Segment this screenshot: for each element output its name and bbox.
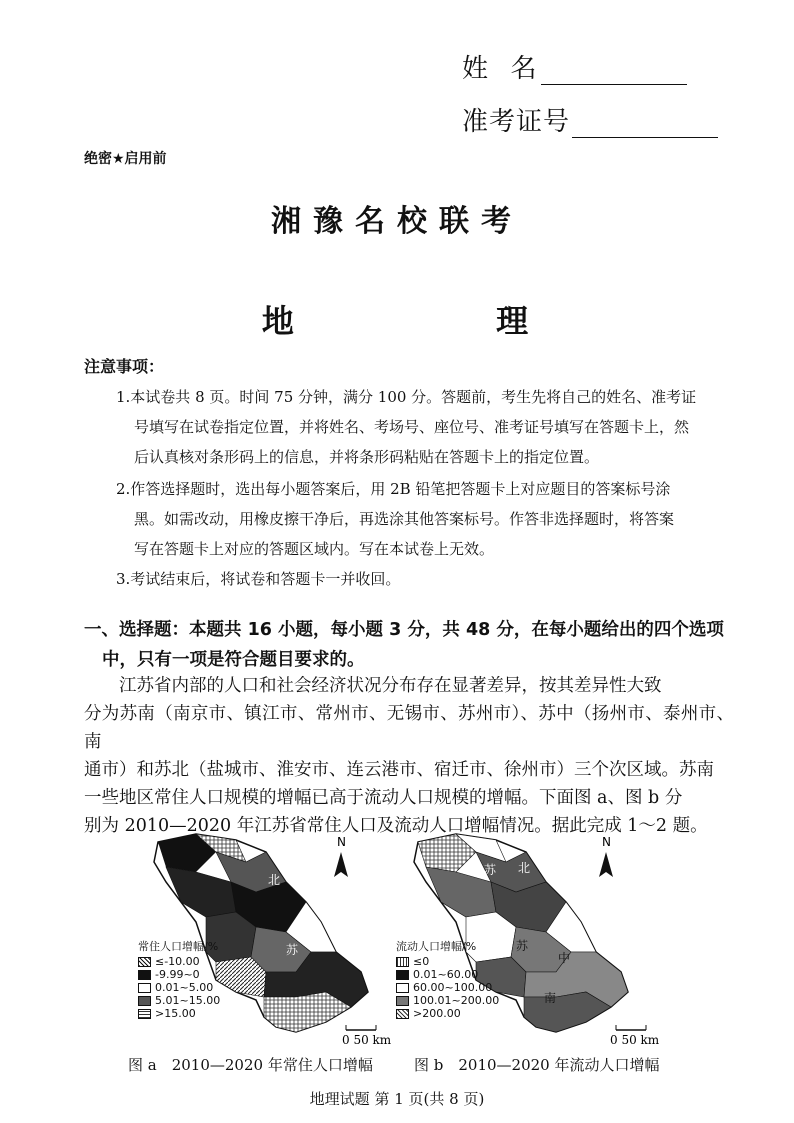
legend-b-item-2: 0.01~60.00 [396,968,499,981]
note-1 [116,382,716,472]
legend-a-item-2: -9.99~0 [138,968,220,981]
page-footer: 地理试题 第 1 页(共 8 页) [309,1090,485,1108]
notes-heading: 注意事项： [84,357,165,376]
legend-b-swatch-1 [396,957,409,967]
exam-id-field [462,101,718,138]
note-3-line-1: 3.考试结束后，将试卷和答题卡一并收回。 [116,570,401,588]
legend-a-item-1: ≤-10.00 [138,955,220,968]
north-arrow-b [599,835,613,877]
legend-b [396,940,499,1020]
legend-b-swatch-4 [396,996,409,1006]
note-2 [116,474,716,564]
name-label: 姓 名 [462,54,539,84]
region-label-b5: 南 [544,991,557,1005]
region-label-a1: 北 [268,873,281,887]
passage-line-4: 一些地区常住人口规模的增幅已高于流动人口规模的增幅。下面图 a、图 b 分 [84,788,683,808]
legend-a-swatch-1 [138,957,151,967]
note-2-line-3: 写在答题卡上对应的答题区域内。写在本试卷上无效。 [134,540,495,558]
exam-id-label: 准考证号 [462,107,571,137]
legend-b-item-3: 60.00~100.00 [396,981,499,994]
legend-b-item-5: >200.00 [396,1007,499,1020]
scale-label-b: 0 50 km [610,1033,660,1047]
region-label-b3: 苏 [516,939,529,953]
scale-label-a: 0 50 km [342,1033,392,1047]
legend-a-item-3: 0.01~5.00 [138,981,220,994]
question-passage [84,672,734,840]
legend-a-item-5: >15.00 [138,1007,220,1020]
exam-title: 湘豫名校联考 [271,204,523,239]
legend-b-item-1: ≤0 [396,955,499,968]
scale-bar-a [346,1025,376,1030]
legend-b-swatch-5 [396,1009,409,1019]
scale-bar-b [616,1025,646,1030]
north-arrow-a [334,835,348,877]
figure-a [136,822,392,1047]
legend-b-title: 流动人口增幅/% [396,940,477,953]
passage-line-3: 通市）和苏北（盐城市、淮安市、连云港市、宿迁市、徐州市）三个次区域。苏南 [84,760,714,780]
legend-a [138,940,220,1020]
passage-line-1: 江苏省内部的人口和社会经济状况分布存在显著差异，按其差异性大致 [84,676,662,696]
note-1-line-2: 号填写在试卷指定位置，并将姓名、考场号、座位号、准考证号填写在答题卡上，然 [134,418,690,436]
note-2-line-2: 黑。如需改动，用橡皮擦干净后，再选涂其他答案标号。作答非选择题时，将答案 [134,510,675,528]
legend-b-swatch-3 [396,983,409,993]
passage-line-5: 别为 2010—2020 年江苏省常住人口及流动人口增幅情况。据此完成 1～2 题。 [84,816,708,836]
name-field [462,48,687,85]
legend-a-item-4: 5.01~15.00 [138,994,220,1007]
legend-a-swatch-4 [138,996,151,1006]
figure-b-caption: 图 b 2010—2020 年流动人口增幅 [414,1056,660,1074]
legend-a-swatch-5 [138,1009,151,1019]
note-1-line-3: 后认真核对条形码上的信息，并将条形码粘贴在答题卡上的指定位置。 [134,448,600,466]
legend-a-swatch-3 [138,983,151,993]
legend-a-swatch-2 [138,970,151,980]
section-heading-line-2: 中，只有一项是符合题目要求的。 [102,650,365,670]
confidential-mark: 绝密★启用前 [84,151,167,167]
section-heading-line-1: 一、选择题：本题共 16 小题，每小题 3 分，共 48 分，在每小题给出的四个选项 [84,620,724,640]
figure-a-caption: 图 a 2010—2020 年常住人口增幅 [128,1056,373,1074]
exam-id-underline [572,115,718,138]
passage-line-2: 分为苏南（南京市、镇江市、常州市、无锡市、苏州市）、苏中（扬州市、泰州市、南 [84,704,734,752]
legend-b-swatch-2 [396,970,409,980]
legend-a-title: 常住人口增幅/% [138,940,219,953]
figure-b [396,822,660,1047]
region-label-b2: 北 [518,861,531,875]
region-label-b1: 苏 [484,863,497,877]
region-label-b4: 中 [558,951,571,965]
region-label-a2: 苏 [286,943,299,957]
note-3 [116,564,716,594]
subject-title: 地 理 [261,302,589,340]
legend-b-item-4: 100.01~200.00 [396,994,499,1007]
note-1-line-1: 1.本试卷共 8 页。时间 75 分钟，满分 100 分。答题前，考生先将自己的姓名、准考证 [116,388,697,406]
north-label-a: N [337,835,346,849]
north-label-b: N [602,835,611,849]
name-underline [541,62,687,85]
note-2-line-1: 2.作答选择题时，选出每小题答案后，用 2B 铅笔把答题卡上对应题目的答案标号涂 [116,480,671,498]
section-heading [84,615,724,675]
